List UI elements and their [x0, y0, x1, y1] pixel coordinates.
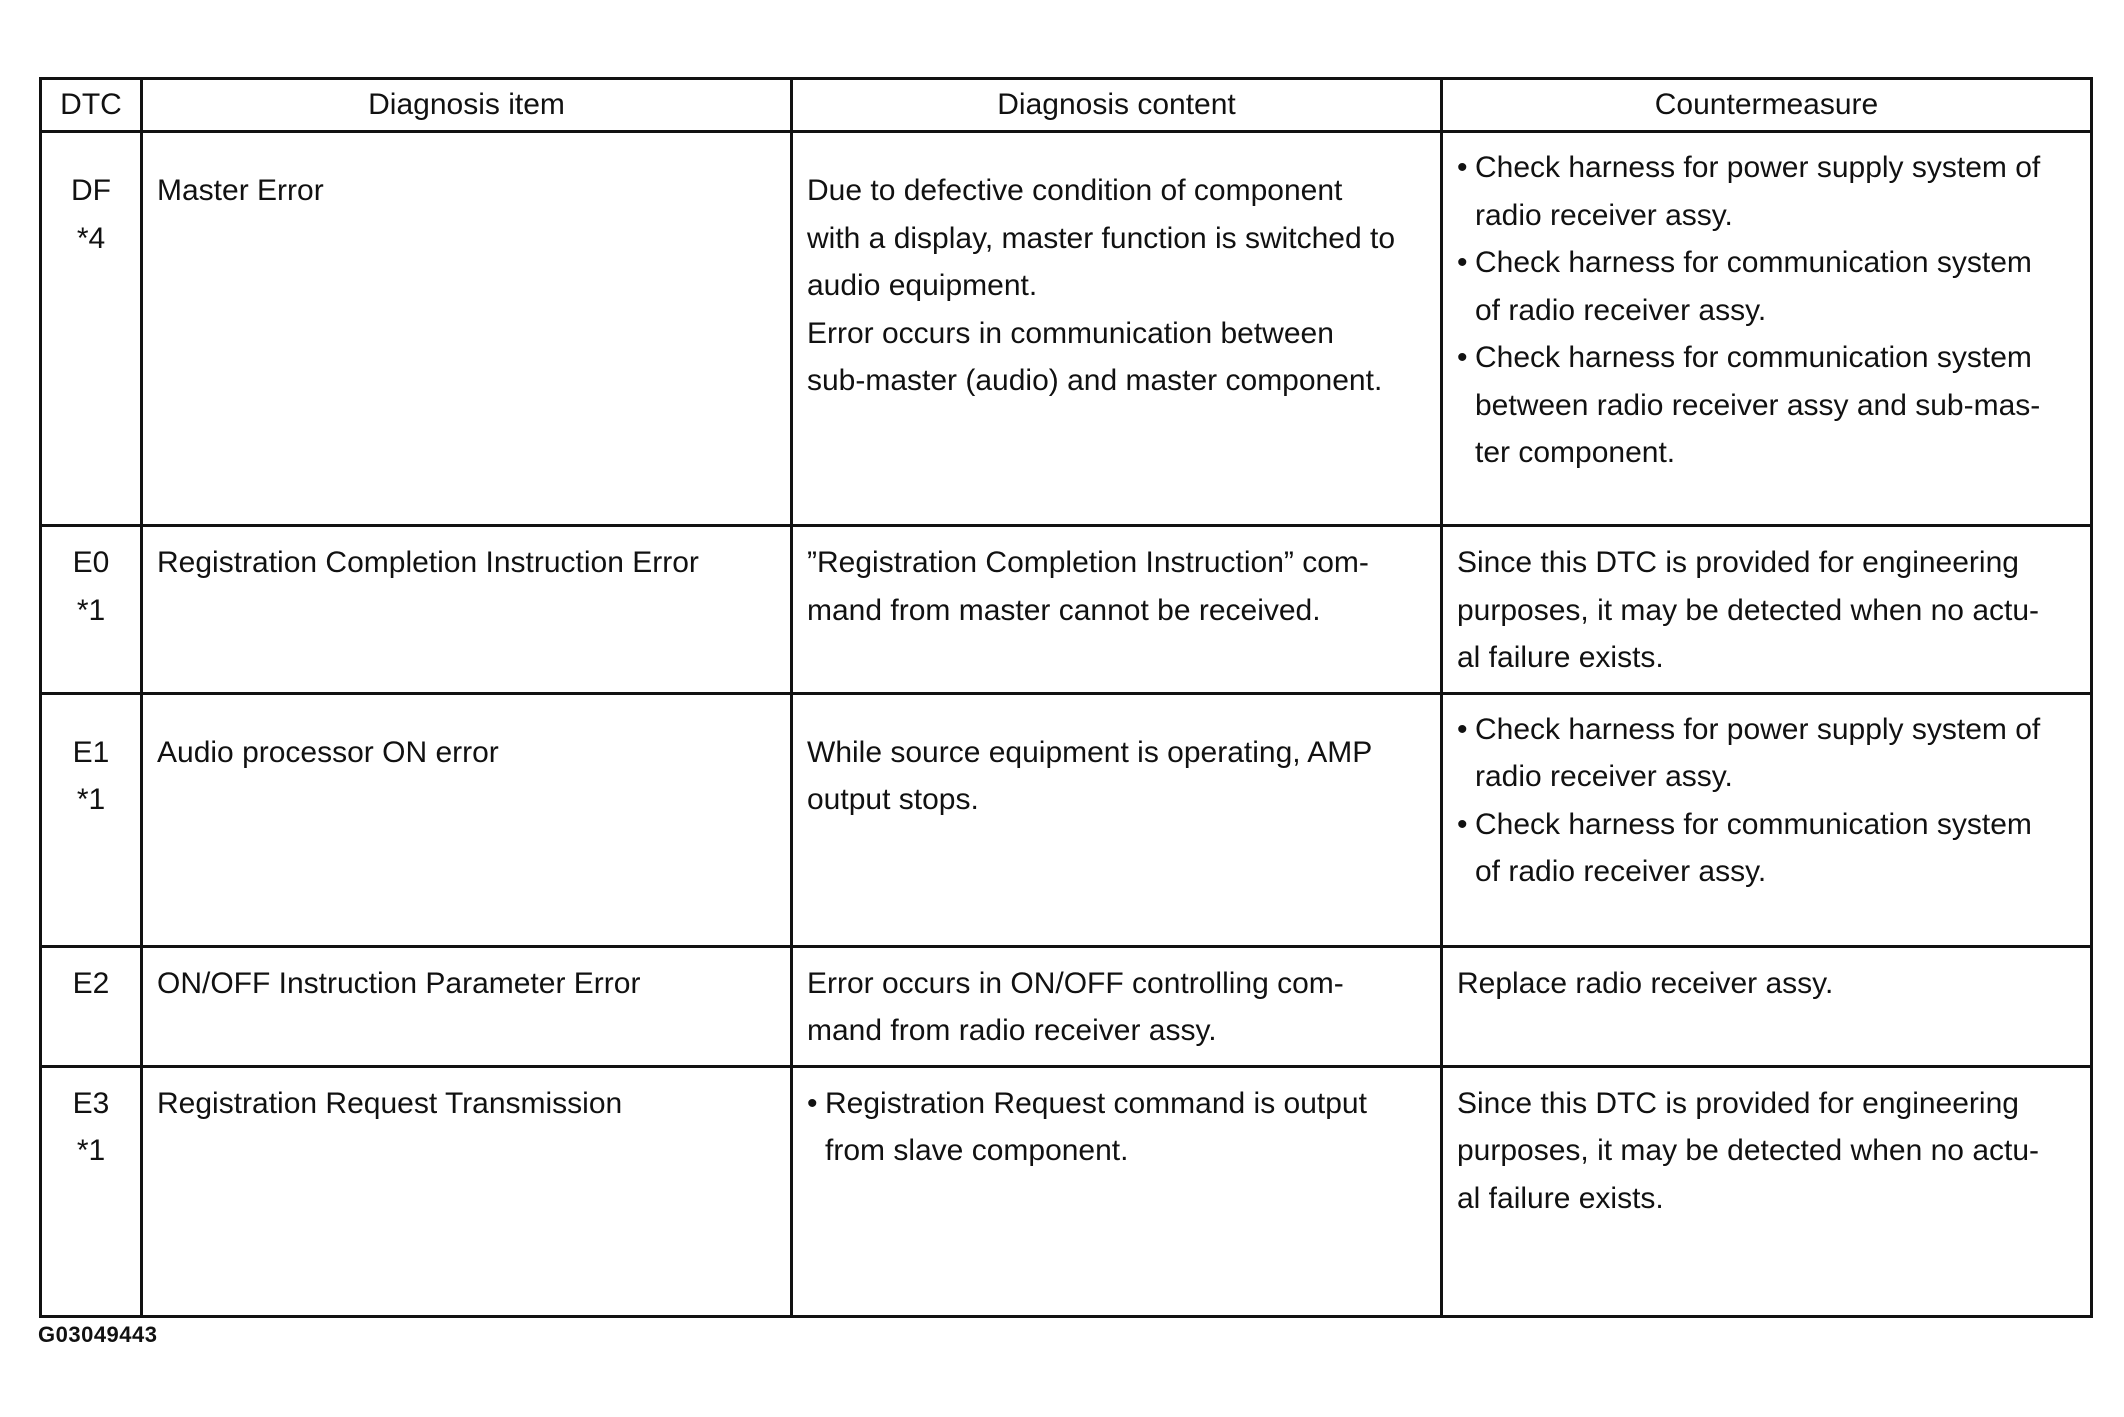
- list-item: [1457, 334, 2076, 477]
- dtc-note: *1: [76, 783, 106, 816]
- list-item: [1457, 706, 2076, 801]
- header-diagnosis-content: Diagnosis content: [792, 79, 1442, 132]
- dtc-code: E3: [72, 1086, 110, 1120]
- bullet-line: between radio receiver assy and sub-mas-: [1475, 388, 2041, 422]
- list-item: [1457, 239, 2076, 334]
- content-line: mand from master cannot be received.: [807, 593, 1321, 627]
- bullet-line: • Check harness for communication system: [1475, 807, 2032, 841]
- list-item: [1457, 144, 2076, 239]
- dtc-code: E2: [72, 966, 110, 1000]
- content-line: with a display, master function is switched to: [807, 221, 1396, 255]
- content-line: While source equipment is operating, AMP: [807, 735, 1373, 769]
- dtc-cell: [41, 946, 142, 1066]
- bullet-line: ter component.: [1475, 436, 1676, 469]
- content-line: sub-master (audio) and master component.: [807, 364, 1383, 397]
- countermeasure-line: Since this DTC is provided for engineering: [1457, 546, 2019, 579]
- diagnosis-item: Audio processor ON error: [157, 735, 499, 769]
- bullet-line: radio receiver assy.: [1475, 198, 1733, 232]
- diagnosis-content-cell: [792, 946, 1442, 1066]
- bullet-line: • Check harness for communication system: [1475, 341, 2032, 374]
- content-line: output stops.: [807, 783, 979, 816]
- table-row: [41, 1066, 2092, 1316]
- dtc-note: *4: [76, 221, 106, 255]
- table-row: [41, 693, 2092, 946]
- header-dtc: DTC: [41, 79, 142, 132]
- content-line: Due to defective condition of component: [807, 174, 1343, 207]
- table-row: [41, 132, 2092, 526]
- dtc-cell: [41, 526, 142, 694]
- bullet-line: • Check harness for power supply system of: [1475, 151, 2041, 184]
- diagnosis-content-cell: [792, 526, 1442, 694]
- bullet-line: • Check harness for power supply system of: [1475, 712, 2041, 746]
- list-item: [1457, 801, 2076, 896]
- countermeasure-line: al failure exists.: [1457, 1181, 1664, 1215]
- bullet-line: from slave component.: [825, 1134, 1129, 1167]
- diagnosis-item: Master Error: [157, 174, 324, 207]
- dtc-code: DF: [71, 174, 111, 207]
- countermeasure-line: Replace radio receiver assy.: [1457, 966, 1834, 1000]
- content-line: mand from radio receiver assy.: [807, 1014, 1217, 1047]
- diagnosis-item: Registration Request Transmission: [157, 1086, 623, 1120]
- countermeasure-cell: [1442, 693, 2092, 946]
- countermeasure-list: [1457, 706, 2076, 896]
- countermeasure-cell: [1442, 132, 2092, 526]
- countermeasure-cell: [1442, 526, 2092, 694]
- countermeasure-line: Since this DTC is provided for engineering: [1457, 1086, 2019, 1120]
- diagnosis-item-cell: [142, 1066, 792, 1316]
- diagnosis-content-cell: [792, 693, 1442, 946]
- table-row: [41, 526, 2092, 694]
- countermeasure-cell: [1442, 946, 2092, 1066]
- header-diagnosis-item: Diagnosis item: [142, 79, 792, 132]
- list-item: [807, 1080, 1426, 1175]
- bullet-line: radio receiver assy.: [1475, 760, 1733, 793]
- dtc-cell: [41, 693, 142, 946]
- dtc-note: *1: [76, 593, 106, 627]
- diagnosis-item-cell: [142, 946, 792, 1066]
- dtc-code: E1: [72, 735, 110, 769]
- countermeasure-list: [1457, 144, 2076, 477]
- diagnosis-item-cell: [142, 526, 792, 694]
- content-line: audio equipment.: [807, 269, 1038, 302]
- countermeasure-line: purposes, it may be detected when no actu-: [1457, 593, 2040, 627]
- table-row: [41, 946, 2092, 1066]
- diagnosis-item: ON/OFF Instruction Parameter Error: [157, 966, 641, 1000]
- diagnosis-item-cell: [142, 693, 792, 946]
- bullet-line: of radio receiver assy.: [1475, 293, 1767, 327]
- content-list: [807, 1080, 1426, 1175]
- dtc-note: *1: [76, 1134, 106, 1167]
- dtc-cell: [41, 132, 142, 526]
- header-countermeasure: Countermeasure: [1442, 79, 2092, 132]
- diagnosis-content-cell: [792, 1066, 1442, 1316]
- bullet-line: • Registration Request command is output: [825, 1086, 1367, 1120]
- diagnosis-content-cell: [792, 132, 1442, 526]
- bullet-line: of radio receiver assy.: [1475, 855, 1767, 888]
- dtc-code: E0: [72, 546, 110, 579]
- countermeasure-line: purposes, it may be detected when no actu-: [1457, 1134, 2040, 1167]
- diagnosis-item: Registration Completion Instruction Error: [157, 546, 699, 579]
- content-line: Error occurs in ON/OFF controlling com-: [807, 966, 1344, 1000]
- countermeasure-cell: [1442, 1066, 2092, 1316]
- bullet-line: • Check harness for communication system: [1475, 246, 2032, 279]
- figure-id: G03049443: [38, 1322, 158, 1347]
- countermeasure-line: al failure exists.: [1457, 641, 1664, 674]
- content-line: Error occurs in communication between: [807, 316, 1334, 350]
- dtc-cell: [41, 1066, 142, 1316]
- content-line: ”Registration Completion Instruction” com-: [807, 546, 1369, 579]
- diagnosis-item-cell: [142, 132, 792, 526]
- dtc-table: [39, 77, 2093, 1318]
- table-header-row: [41, 79, 2092, 132]
